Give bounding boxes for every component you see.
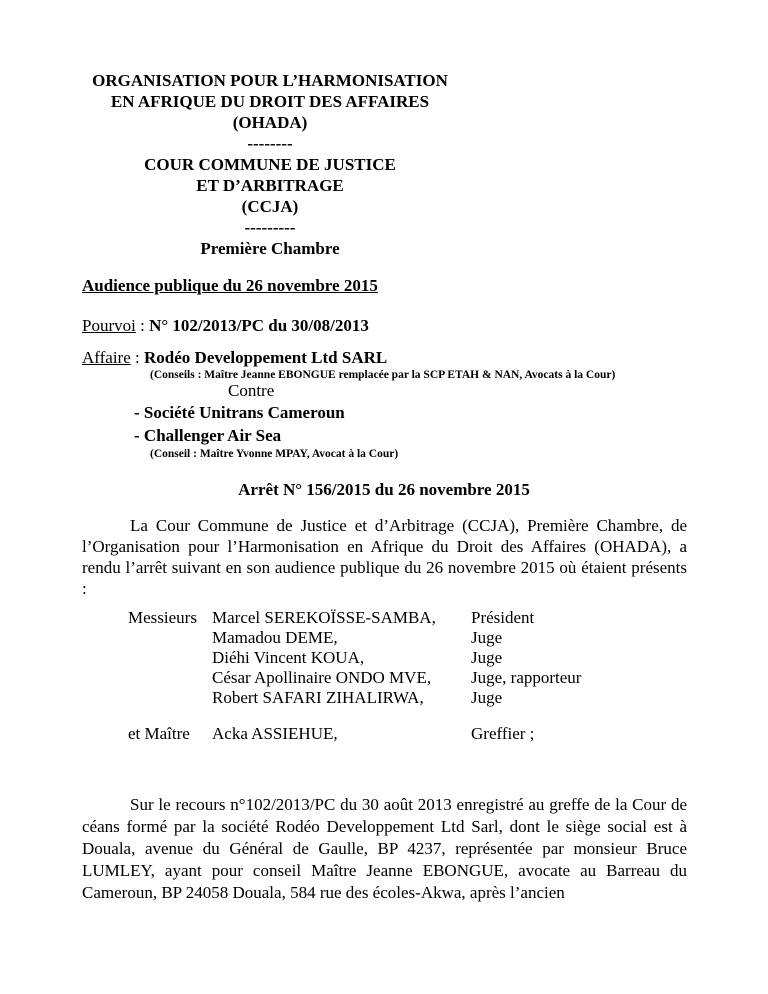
court-abbreviation: (CCJA) xyxy=(241,197,299,216)
org-name-line2: EN AFRIQUE DU DROIT DES AFFAIRES xyxy=(110,92,430,111)
affaire-line xyxy=(82,348,387,368)
pourvoi-line xyxy=(82,316,369,336)
affaire-label: Affaire xyxy=(82,348,131,367)
audience-heading: Audience publique du 26 novembre 2015 xyxy=(82,276,378,295)
defendant-counsel: (Conseil : Maître Yvonne MPAY, Avocat à la Cour) xyxy=(150,448,399,460)
chamber-name: Première Chambre xyxy=(200,239,340,258)
clerk-label: et Maître xyxy=(128,724,190,743)
pourvoi-value: N° 102/2013/PC du 30/08/2013 xyxy=(149,316,369,335)
bench-label: Messieurs xyxy=(128,608,197,627)
contre-label: Contre xyxy=(228,381,275,400)
bench-names xyxy=(212,608,436,708)
member-name: Mamadou DEME, xyxy=(212,628,338,647)
bench-roles xyxy=(471,608,581,708)
member-role: Juge xyxy=(471,648,503,667)
affaire-separator: : xyxy=(130,348,145,367)
member-name: Marcel SEREKOÏSSE-SAMBA, xyxy=(212,608,436,627)
member-name: César Apollinaire ONDO MVE, xyxy=(212,668,432,687)
member-name: Diéhi Vincent KOUA, xyxy=(212,648,365,667)
header-separator: -------- xyxy=(247,134,293,153)
member-role: Juge xyxy=(471,688,503,707)
member-role: Juge, rapporteur xyxy=(471,668,582,687)
member-name: Robert SAFARI ZIHALIRWA, xyxy=(212,688,424,707)
pourvoi-label: Pourvoi xyxy=(82,316,136,335)
court-header xyxy=(60,70,480,259)
pourvoi-separator: : xyxy=(135,316,150,335)
org-name-line1: ORGANISATION POUR L’HARMONISATION xyxy=(92,71,448,90)
header-separator: --------- xyxy=(244,218,296,237)
party-counsel: (Conseils : Maître Jeanne EBONGUE remplacée par la SCP ETAH & NAN, Avocats à la Cour) xyxy=(150,369,616,381)
member-role: Président xyxy=(471,608,535,627)
org-abbreviation: (OHADA) xyxy=(232,113,308,132)
recours-paragraph: Sur le recours n°102/2013/PC du 30 août 2013 enregistré au greffe de la Cour de céans formé par la société Rodéo Developpement Ltd Sarl, dont le siège social est à Douala, avenue du Général de Gaulle, BP 4237, représentée par monsieur Bruce LUMLEY, ayant pour conseil Maître Jeanne EBONGUE, avocate au Barreau du Cameroun, BP 24058 Douala, 584 rue des écoles-Akwa, après l’ancien xyxy=(82,795,687,902)
court-name-line1: COUR COMMUNE DE JUSTICE xyxy=(144,155,396,174)
affaire-party: Rodéo Developpement Ltd SARL xyxy=(144,348,388,367)
defendant-1: - Société Unitrans Cameroun xyxy=(134,403,345,422)
court-name-line2: ET D’ARBITRAGE xyxy=(196,176,344,195)
clerk-role: Greffier ; xyxy=(471,724,535,743)
intro-paragraph: La Cour Commune de Justice et d’Arbitrage (CCJA), Première Chambre, de l’Organisation pour l’Harmonisation en Afrique du Droit des Affaires (OHADA), a rendu l’arrêt suivant en son audience publique du 26 novembre 2015 où étaient présents : xyxy=(82,516,687,598)
defendant-2: - Challenger Air Sea xyxy=(134,426,282,445)
member-role: Juge xyxy=(471,628,503,647)
clerk-name: Acka ASSIEHUE, xyxy=(212,724,338,743)
arret-title: Arrêt N° 156/2015 du 26 novembre 2015 xyxy=(238,480,530,499)
